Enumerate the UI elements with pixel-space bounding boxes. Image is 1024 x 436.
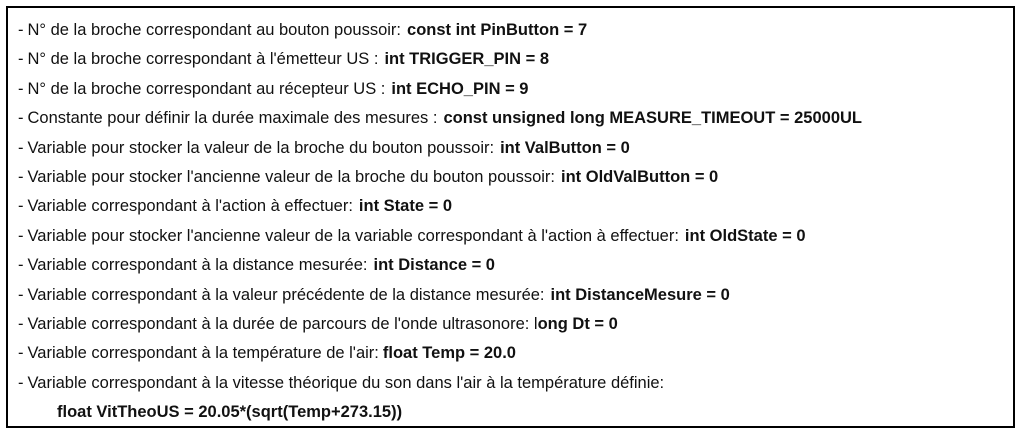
item-description: N° de la broche correspondant au bouton poussoir: (27, 21, 402, 39)
item-description: N° de la broche correspondant au récepteur US : (27, 79, 386, 98)
item-code: float VitTheoUS = 20.05*(sqrt(Temp+273.15)) (57, 403, 403, 422)
item-code: int ECHO_PIN = 9 (391, 79, 529, 98)
item-code: int Distance = 0 (373, 256, 495, 275)
list-item (18, 192, 862, 221)
item-description: Variable pour stocker la valeur de la broche du bouton poussoir: (27, 138, 495, 157)
item-code: int DistanceMesure = 0 (550, 285, 730, 304)
dash: - (18, 167, 24, 186)
list-item (18, 339, 862, 368)
definitions-list (18, 16, 862, 427)
item-code: float Temp = 20.0 (382, 344, 516, 363)
item-description: Variable correspondant à la distance mesurée: (27, 256, 368, 275)
item-description: Variable correspondant à la durée de parcours de l'onde ultrasonore: l (27, 314, 538, 333)
item-code: const unsigned long MEASURE_TIMEOUT = 25000UL (443, 109, 862, 128)
item-description: Variable correspondant à la valeur précédente de la distance mesurée: (27, 285, 545, 304)
item-code: int ValButton = 0 (500, 138, 630, 157)
dash: - (18, 285, 24, 304)
item-description: Variable correspondant à la température de l'air: (27, 344, 379, 363)
list-item (18, 281, 862, 310)
item-description: Variable correspondant à l'action à effectuer: (27, 197, 353, 216)
list-item (18, 134, 862, 163)
dash: - (18, 197, 24, 216)
item-code: int TRIGGER_PIN = 8 (384, 50, 550, 69)
dash: - (18, 50, 24, 69)
list-item (18, 104, 862, 133)
list-item (18, 222, 862, 251)
dash: - (18, 138, 24, 157)
item-description: Variable correspondant à la vitesse théorique du son dans l'air à la température définie: (27, 373, 665, 392)
dash: - (18, 109, 24, 128)
item-description: Variable pour stocker l'ancienne valeur de la variable correspondant à l'action à effectuer: (27, 226, 679, 245)
list-item (18, 75, 862, 104)
dash: - (18, 256, 24, 275)
item-code: int State = 0 (358, 197, 452, 216)
list-item (18, 163, 862, 192)
item-code: int OldState = 0 (684, 226, 806, 245)
item-code: int OldValButton = 0 (561, 167, 719, 186)
dash: - (18, 226, 24, 245)
item-code: ong Dt = 0 (537, 314, 618, 333)
dash: - (18, 373, 24, 392)
item-description: Constante pour définir la durée maximale des mesures : (27, 109, 438, 128)
definitions-box (6, 6, 1015, 428)
list-item-continuation (18, 398, 862, 427)
item-description: N° de la broche correspondant à l'émetteur US : (27, 50, 379, 69)
list-item (18, 251, 862, 280)
list-item (18, 369, 862, 398)
dash: - (18, 344, 24, 363)
list-item (18, 16, 862, 45)
list-item (18, 45, 862, 74)
dash: - (18, 79, 24, 98)
item-code: const int PinButton = 7 (407, 21, 588, 39)
list-item (18, 310, 862, 339)
dash: - (18, 21, 24, 39)
item-description: Variable pour stocker l'ancienne valeur de la broche du bouton poussoir: (27, 167, 556, 186)
dash: - (18, 314, 24, 333)
